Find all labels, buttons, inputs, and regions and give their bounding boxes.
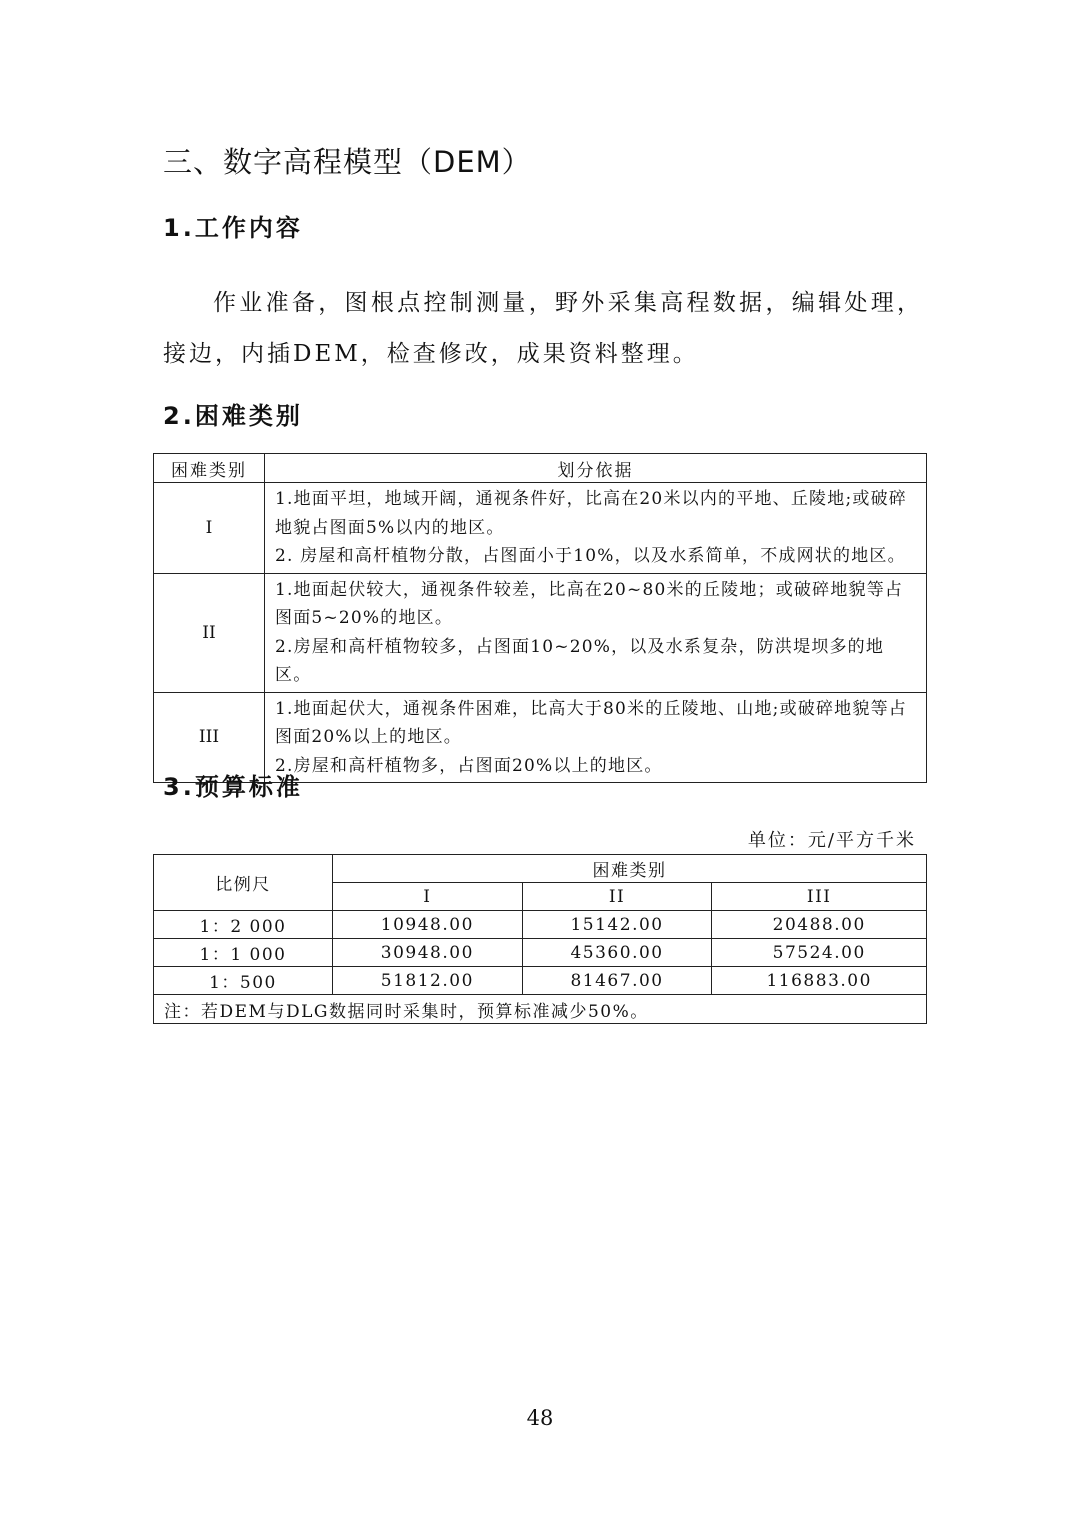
level-header: I bbox=[333, 883, 523, 911]
budget-heading: 3.预算标准 bbox=[163, 773, 303, 801]
page-number: 48 bbox=[526, 1406, 554, 1430]
table-row bbox=[154, 967, 927, 995]
basis-line: 2.房屋和高杆植物多，占图面20%以上的地区。 bbox=[275, 755, 663, 776]
value-cell: 45360.00 bbox=[522, 939, 712, 967]
basis-line: 2.房屋和高杆植物较多，占图面10~20%，以及水系复杂，防洪堤坝多的地区。 bbox=[275, 636, 885, 685]
difficulty-heading: 2.困难类别 bbox=[163, 402, 303, 430]
basis-column-header: 划分依据 bbox=[265, 454, 927, 483]
scale-cell: 1：500 bbox=[154, 967, 333, 995]
table-header-row bbox=[154, 855, 927, 883]
budget-table bbox=[153, 854, 927, 1024]
value-cell: 51812.00 bbox=[333, 967, 523, 995]
value-cell: 20488.00 bbox=[712, 911, 927, 939]
unit-label: 单位：元/平方千米 bbox=[747, 830, 916, 851]
value-cell: 30948.00 bbox=[333, 939, 523, 967]
work-content-paragraph: 作业准备，图根点控制测量，野外采集高程数据，编辑处理，接边，内插DEM，检查修改，成果资料整理。 bbox=[163, 290, 923, 367]
value-cell: 57524.00 bbox=[712, 939, 927, 967]
level-header: III bbox=[712, 883, 927, 911]
basis-cell bbox=[265, 573, 927, 692]
difficulty-group-header: 困难类别 bbox=[333, 855, 927, 883]
value-cell: 10948.00 bbox=[333, 911, 523, 939]
category-cell: II bbox=[154, 573, 265, 692]
table-header-row bbox=[154, 454, 927, 483]
basis-cell bbox=[265, 483, 927, 574]
scale-cell: 1：2 000 bbox=[154, 911, 333, 939]
table-row bbox=[154, 573, 927, 692]
table-note: 注：若DEM与DLG数据同时采集时，预算标准减少50%。 bbox=[154, 995, 927, 1024]
category-cell: I bbox=[154, 483, 265, 574]
basis-line: 2. 房屋和高杆植物分散，占图面小于10%，以及水系简单，不成网状的地区。 bbox=[275, 546, 906, 566]
value-cell: 81467.00 bbox=[522, 967, 712, 995]
value-cell: 15142.00 bbox=[522, 911, 712, 939]
table-note-row bbox=[154, 995, 927, 1024]
level-header: II bbox=[522, 883, 712, 911]
value-cell: 116883.00 bbox=[712, 967, 927, 995]
basis-line: 1.地面起伏较大，通视条件较差，比高在20~80米的丘陵地；或破碎地貌等占图面5~20%的地区。 bbox=[275, 579, 904, 628]
scale-column-header: 比例尺 bbox=[154, 855, 333, 911]
basis-cell bbox=[265, 692, 927, 783]
basis-line: 1.地面平坦，地域开阔，通视条件好，比高在20米以内的平地、丘陵地;或破碎地貌占图面5%以内的地区。 bbox=[275, 489, 907, 538]
work-content-heading: 1.工作内容 bbox=[163, 214, 303, 242]
table-row bbox=[154, 911, 927, 939]
difficulty-table bbox=[153, 453, 927, 783]
category-cell: III bbox=[154, 692, 265, 783]
basis-line: 1.地面起伏大，通视条件困难，比高大于80米的丘陵地、山地;或破碎地貌等占图面20%以上的地区。 bbox=[275, 698, 907, 747]
table-row bbox=[154, 939, 927, 967]
scale-cell: 1：1 000 bbox=[154, 939, 333, 967]
table-row bbox=[154, 483, 927, 574]
category-column-header: 困难类别 bbox=[154, 454, 265, 483]
section-title: 三、数字高程模型（DEM） bbox=[163, 145, 532, 179]
